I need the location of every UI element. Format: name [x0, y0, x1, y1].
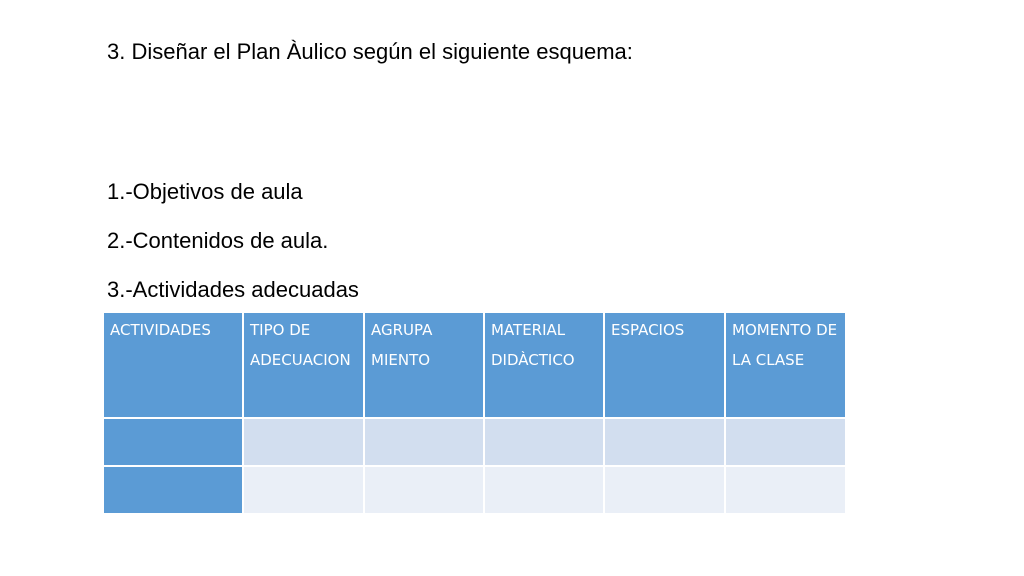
table-cell [484, 466, 604, 514]
table-cell [364, 418, 484, 466]
slide-title: 3. Diseñar el Plan Àulico según el siguiente esquema: [107, 39, 633, 64]
header-agrupamiento: AGRUPA MIENTO [364, 312, 484, 418]
header-espacios: ESPACIOS [604, 312, 725, 418]
activities-table [102, 311, 847, 515]
table-cell [725, 466, 846, 514]
table-cell [604, 418, 725, 466]
table-cell [243, 418, 364, 466]
table-cell [364, 466, 484, 514]
header-tipo-de-adecuacion: TIPO DE ADECUACION [243, 312, 364, 418]
table-cell [103, 466, 243, 514]
table-cell [484, 418, 604, 466]
header-material-didactico: MATERIAL DIDÀCTICO [484, 312, 604, 418]
table-cell [725, 418, 846, 466]
table-row [103, 466, 846, 514]
table-row [103, 418, 846, 466]
scheme-list [107, 177, 359, 324]
list-item: 3.-Actividades adecuadas [107, 277, 359, 302]
table-header-row [103, 312, 846, 418]
table-cell [604, 466, 725, 514]
header-momento-de-la-clase: MOMENTO DE LA CLASE [725, 312, 846, 418]
table-cell [243, 466, 364, 514]
list-item: 2.-Contenidos de aula. [107, 228, 329, 253]
header-actividades: ACTIVIDADES [103, 312, 243, 418]
table-cell [103, 418, 243, 466]
list-item: 1.-Objetivos de aula [107, 179, 303, 204]
